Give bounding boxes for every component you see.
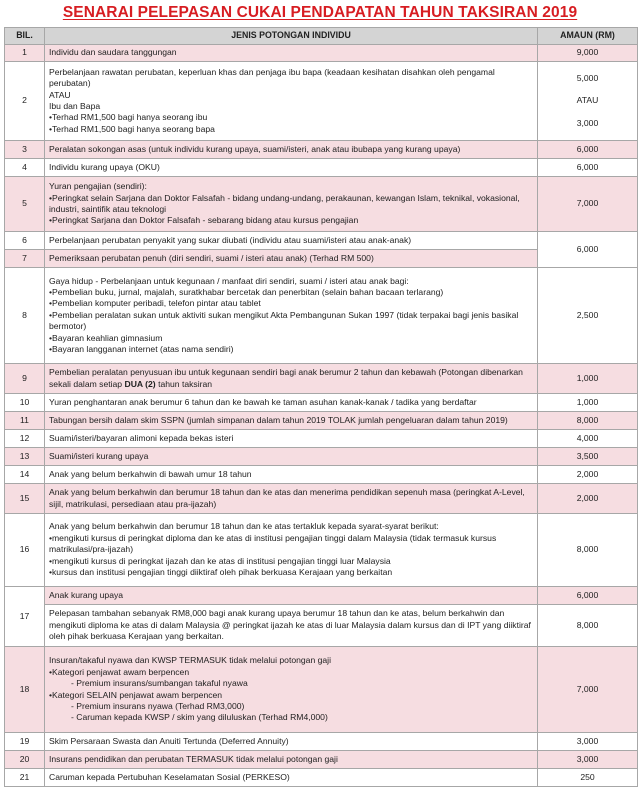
row-no: 2: [5, 62, 45, 141]
row-no: 7: [5, 250, 45, 268]
row-no: 8: [5, 268, 45, 364]
row-amount: 6,000: [538, 587, 638, 605]
row-amount: 250: [538, 769, 638, 787]
row-line: - Premium insurans nyawa (Terhad RM3,000): [71, 700, 245, 711]
row-amount: 1,000: [538, 364, 638, 394]
page-title: SENARAI PELEPASAN CUKAI PENDAPATAN TAHUN TAKSIRAN 2019: [62, 4, 578, 21]
row-no: 4: [5, 159, 45, 177]
row-amount: 8,000: [538, 412, 638, 430]
row-amount: 2,000: [538, 466, 638, 484]
row-no: 10: [5, 394, 45, 412]
row-desc: [45, 587, 538, 605]
table-row: [5, 751, 638, 769]
row-line: Anak yang belum berkahwin di bawah umur 18 tahun: [49, 468, 252, 479]
row-desc: [45, 394, 538, 412]
row-line: Skim Persaraan Swasta dan Anuiti Tertunda (Deferred Annuity): [49, 735, 289, 746]
row-desc: [45, 250, 538, 268]
row-line: •Kategori SELAIN penjawat awam berpencen: [49, 689, 223, 700]
table-row: [5, 605, 638, 647]
row-desc: [45, 141, 538, 159]
row-amount: 6,000: [538, 141, 638, 159]
row-no: 16: [5, 514, 45, 587]
row-line: Anak yang belum berkahwin dan berumur 18 tahun dan ke atas tertakluk kepada syarat-syarat berikut:: [49, 521, 439, 532]
row-line: •Pembelian peralatan sukan untuk aktiviti sukan mengikut Akta Pembangunan Sukan 1997 (tidak terpakai bagi jenis basikal bermotor): [49, 309, 519, 332]
row-line: •Bayaran langganan internet (atas nama sendiri): [49, 344, 234, 355]
row-no: 17: [5, 587, 45, 647]
table-row: [5, 62, 638, 141]
row-line: Peralatan sokongan asas (untuk individu kurang upaya, suami/isteri, anak atau ibubapa yang kurang upaya): [49, 143, 461, 154]
row-line: Yuran pengajian (sendiri):: [49, 181, 147, 192]
row-line: •Peringkat selain Sarjana dan Doktor Falsafah - bidang undang-undang, perakaunan, kewangan Islam, teknikal, vokasional, industri, saintifik atau teknologi: [49, 192, 520, 214]
row-line: Pembelian peralatan penyusuan ibu untuk kegunaan sendiri bagi anak berumur 2 tahun dan kebawah (Potongan dibenarkan sekali dalam setiap DUA (2) tahun taksiran: [49, 367, 523, 389]
table-row: [5, 733, 638, 751]
row-amount: 3,000: [538, 751, 638, 769]
row-amount: 6,000: [538, 232, 638, 268]
row-line: Ibu dan Bapa: [49, 101, 101, 111]
table-row: [5, 141, 638, 159]
row-no: 3: [5, 141, 45, 159]
row-no: 13: [5, 448, 45, 466]
row-line: Individu kurang upaya (OKU): [49, 161, 160, 172]
table-row: [5, 769, 638, 787]
row-line: Perbelanjaan rawatan perubatan, keperluan khas dan penjaga ibu bapa (keadaan kesihatan disahkan oleh pengamal perubatan): [49, 66, 495, 89]
row-no: 19: [5, 733, 45, 751]
row-no: 15: [5, 484, 45, 514]
table-row: [5, 364, 638, 394]
row-desc: [45, 268, 538, 364]
row-line: Insurans pendidikan dan perubatan TERMASUK tidak melalui potongan gaji: [49, 753, 338, 764]
row-amount: 1,000: [538, 394, 638, 412]
row-amount: 7,000: [538, 177, 638, 232]
row-amount: 2,500: [538, 268, 638, 364]
row-desc: [45, 647, 538, 733]
row-desc: [45, 177, 538, 232]
row-desc: [45, 62, 538, 141]
emphasis-text: DUA (2): [124, 378, 156, 389]
row-desc: [45, 412, 538, 430]
row-line: Gaya hidup - Perbelanjaan untuk kegunaan / manfaat diri sendiri, suami / isteri atau anak bagi:: [49, 275, 409, 286]
table-row: [5, 466, 638, 484]
row-line: •Peringkat Sarjana dan Doktor Falsafah - sebarang bidang atau kursus pengajian: [49, 215, 359, 226]
row-desc: [45, 733, 538, 751]
row-desc: [45, 159, 538, 177]
table-row: [5, 159, 638, 177]
row-line: •Terhad RM1,500 bagi hanya seorang bapa: [49, 123, 215, 134]
row-line: Yuran penghantaran anak berumur 6 tahun dan ke bawah ke taman asuhan kanak-kanak / tadika yang berdaftar: [49, 396, 477, 407]
tax-relief-table: [4, 27, 638, 787]
row-line: •Pembelian buku, jurnal, majalah, suratkhabar bercetak dan penerbitan (selain bahan bacaan terlarang): [49, 286, 444, 297]
row-line: Suami/isteri/bayaran alimoni kepada bekas isteri: [49, 432, 234, 443]
row-desc: [45, 448, 538, 466]
row-no: 21: [5, 769, 45, 787]
table-row: [5, 587, 638, 605]
table-row: [5, 647, 638, 733]
table-row: [5, 394, 638, 412]
row-amount: 4,000: [538, 430, 638, 448]
header-no: BIL.: [5, 28, 45, 45]
row-amount: 7,000: [538, 647, 638, 733]
row-no: 9: [5, 364, 45, 394]
row-line: •mengikuti kursus di peringkat diploma dan ke atas di institusi pengajian tinggi dalam Malaysia (tidak termasuk kursus matrikulasi/pra-ijazah): [49, 532, 497, 555]
table-row: [5, 232, 638, 250]
row-line: •mengikuti kursus di peringkat ijazah dan ke atas di institusi pengajian tinggi luar Malaysia: [49, 555, 391, 566]
table-row: [5, 412, 638, 430]
row-amount: 9,000: [538, 45, 638, 62]
row-line: •Pembelian komputer peribadi, telefon pintar atau tablet: [49, 298, 261, 309]
row-no: 18: [5, 647, 45, 733]
row-desc: [45, 232, 538, 250]
row-line: Individu dan saudara tanggungan: [49, 47, 177, 58]
row-line: Perbelanjaan perubatan penyakit yang sukar diubati (individu atau suami/isteri atau anak-anak): [49, 234, 412, 245]
row-desc: [45, 514, 538, 587]
row-line: Tabungan bersih dalam skim SSPN (jumlah simpanan dalam tahun 2019 TOLAK jumlah pengeluaran dalam tahun 2019): [49, 414, 508, 425]
table-row: [5, 177, 638, 232]
row-line: Pemeriksaan perubatan penuh (diri sendiri, suami / isteri atau anak) (Terhad RM 500): [49, 252, 374, 263]
row-line: - Caruman kepada KWSP / skim yang diluluskan (Terhad RM4,000): [71, 712, 328, 723]
row-line: •Terhad RM1,500 bagi hanya seorang ibu: [49, 112, 208, 123]
table-row: [5, 268, 638, 364]
row-line: •kursus dan institusi pengajian tinggi diiktiraf oleh pihak berkuasa Kerajaan yang berkaitan: [49, 567, 393, 578]
amount-value: ATAU: [576, 95, 599, 106]
header-desc: JENIS POTONGAN INDIVIDU: [45, 28, 538, 45]
row-desc: [45, 769, 538, 787]
row-no: 14: [5, 466, 45, 484]
header-amount: AMAUN (RM): [538, 28, 638, 45]
table-header-row: [5, 28, 638, 45]
table-row: [5, 514, 638, 587]
row-desc: [45, 484, 538, 514]
row-amount: [538, 62, 638, 141]
row-line: Suami/isteri kurang upaya: [49, 450, 149, 461]
row-desc: [45, 430, 538, 448]
row-no: 11: [5, 412, 45, 430]
table-row: [5, 484, 638, 514]
row-amount: 8,000: [538, 514, 638, 587]
row-line: •Kategori penjawat awam berpencen: [49, 666, 190, 677]
row-line: •Bayaran keahlian gimnasium: [49, 332, 163, 343]
row-line: Anak yang belum berkahwin dan berumur 18 tahun dan ke atas dan menerima pendidikan sepenuh masa (peringkat A-Level, sijil, matrikulasi, persediaan atau pra-ijazah): [49, 487, 525, 509]
table-row: [5, 430, 638, 448]
row-desc: [45, 45, 538, 62]
row-no: 1: [5, 45, 45, 62]
table-row: [5, 448, 638, 466]
row-no: 12: [5, 430, 45, 448]
row-line: Pelepasan tambahan sebanyak RM8,000 bagi anak kurang upaya berumur 18 tahun dan ke atas, belum berkahwin dan mengikuti diploma ke atas di dalam Malaysia @ peringkat ijazah ke atas di luar Malaysia dalam kursus dan di IPT yang diiktiraf oleh pihak berkuasa Kerajaan yang berkaitan.: [49, 608, 531, 642]
amount-value: 5,000: [576, 72, 599, 83]
row-desc: [45, 364, 538, 394]
row-no: 20: [5, 751, 45, 769]
row-no: 5: [5, 177, 45, 232]
row-amount: 2,000: [538, 484, 638, 514]
row-amount: 3,500: [538, 448, 638, 466]
row-amount: 3,000: [538, 733, 638, 751]
row-amount: 6,000: [538, 159, 638, 177]
row-line: Caruman kepada Pertubuhan Keselamatan Sosial (PERKESO): [49, 771, 290, 782]
row-desc: [45, 466, 538, 484]
row-line: - Premium insurans/sumbangan takaful nyawa: [71, 678, 248, 689]
amount-value: 3,000: [576, 117, 599, 128]
row-desc: [45, 751, 538, 769]
row-amount: 8,000: [538, 605, 638, 647]
row-line: ATAU: [49, 89, 71, 100]
row-line: Anak kurang upaya: [49, 589, 124, 600]
row-desc: [45, 605, 538, 647]
row-no: 6: [5, 232, 45, 250]
table-row: [5, 45, 638, 62]
row-line: Insuran/takaful nyawa dan KWSP TERMASUK tidak melalui potongan gaji: [49, 655, 331, 666]
